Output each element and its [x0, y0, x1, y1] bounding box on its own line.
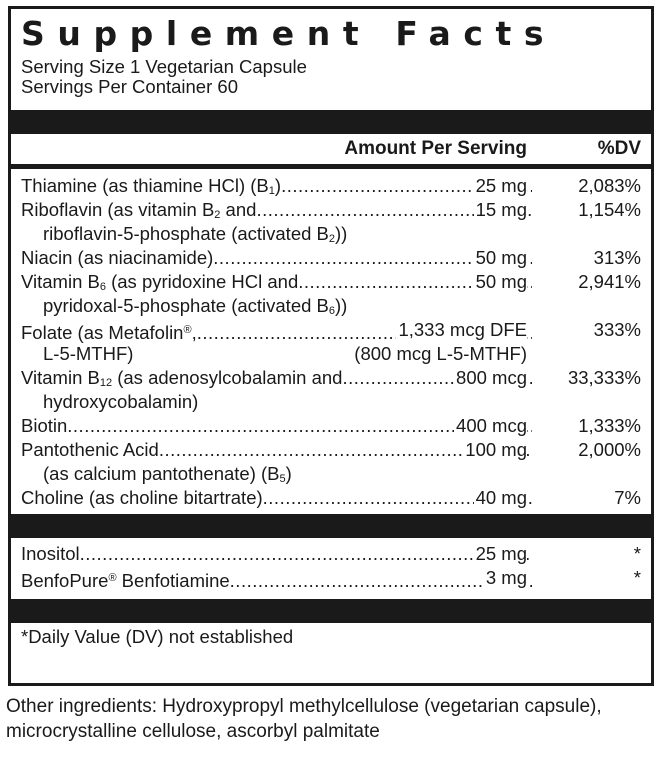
panel-title: Supplement Facts [21, 14, 557, 53]
nutrient-row [21, 246, 641, 270]
servings-per-container: Servings Per Container 60 [21, 76, 238, 97]
subscript: 2 [214, 209, 221, 221]
supplement-facts-panel [8, 6, 654, 686]
dv-header: %DV [597, 138, 641, 159]
nutrient-row-continued [21, 222, 641, 246]
nutrient-dv: 2,000% [578, 439, 641, 460]
other-ingredients: Other ingredients: Hydroxypropyl methylcellulose (vegetarian capsule), microcrystalline cellulose, ascorbyl palmitate [6, 696, 602, 742]
nutrient-row-continued [21, 342, 641, 366]
nutrient-row-continued [21, 390, 641, 414]
nutrient-row [21, 318, 641, 342]
nutrient-dv: * [633, 567, 641, 588]
nutrient-name-continued: pyridoxal-5-phosphate (activated $B_6$)) [43, 295, 348, 317]
nutrient-name: Inositol ..... [21, 542, 532, 566]
subscript: 2 [328, 233, 336, 245]
nutrient-dv: 1,333% [578, 415, 641, 436]
nutrient-row-continued [21, 462, 641, 486]
superscript: ® [183, 324, 192, 336]
nutrient-row [21, 566, 641, 590]
nutrient-dv: 1,154% [578, 199, 641, 220]
divider-bar [11, 514, 651, 538]
nutrient-row-continued [21, 294, 641, 318]
nutrient-name: Vitamin $B_{12}$ (as adenosylcobalamin and ..... [21, 366, 532, 395]
nutrient-row [21, 542, 641, 566]
nutrient-name: Thiamine (as thiamine HCl) $(B_1)$ ..... [21, 174, 532, 203]
nutrient-amount-detail: (800 mcg L-5-MTHF) [354, 343, 527, 364]
nutrient-row [21, 486, 641, 510]
nutrient-name: Folate (as Metafolin®, ..... [21, 318, 532, 345]
nutrient-amount: 3 mg [485, 567, 527, 588]
nutrient-amount: 25 mg [475, 175, 527, 196]
nutrient-row [21, 174, 641, 198]
divider-bar [11, 599, 651, 623]
nutrient-name: Biotin ..... [21, 414, 532, 438]
nutrient-dv: 333% [593, 319, 641, 340]
subscript: 6 [328, 305, 336, 317]
nutrient-name: Pantothenic Acid ..... [21, 438, 532, 462]
nutrient-row [21, 270, 641, 294]
nutrient-row [21, 198, 641, 222]
nutrient-dv: 2,083% [578, 175, 641, 196]
nutrient-amount: 800 mcg [456, 367, 527, 388]
nutrient-name-continued: riboflavin-5-phosphate (activated $B_2$)) [43, 223, 348, 245]
serving-info [21, 57, 641, 97]
nutrient-dv: 7% [614, 487, 641, 508]
subscript: 5 [279, 473, 286, 485]
nutrient-dv: 33,333% [567, 367, 641, 388]
column-header [21, 134, 641, 164]
nutrient-row [21, 438, 641, 462]
subscript: 12 [99, 377, 113, 389]
nutrient-amount: 25 mg [475, 543, 527, 564]
nutrient-amount: 50 mg [475, 271, 527, 292]
nutrient-dv: 313% [593, 247, 641, 268]
nutrient-name: BenfoPure® Benfotiamine ..... [21, 566, 532, 593]
nutrient-amount: 40 mg [475, 487, 527, 508]
nutrient-name: Niacin (as niacinamide) ..... [21, 246, 532, 270]
nutrient-amount: 100 mg [465, 439, 527, 460]
other-list [21, 538, 641, 590]
nutrient-amount: 1,333 mcg DFE [398, 319, 527, 340]
subscript: 1 [268, 185, 275, 197]
nutrient-dv: * [633, 543, 641, 564]
nutrient-name: Choline (as choline bitartrate) ..... [21, 486, 532, 510]
nutrient-name: Vitamin $B_6$ (as pyridoxine HCl and ..... [21, 270, 532, 299]
nutrient-amount: 400 mcg [456, 415, 527, 436]
amount-header: Amount Per Serving [344, 138, 527, 159]
footnote: *Daily Value (DV) not established [21, 626, 294, 647]
serving-size: Serving Size 1 Vegetarian Capsule [21, 56, 307, 77]
nutrient-dv: 2,941% [578, 271, 641, 292]
nutrient-name-continued: L-5-MTHF) [43, 343, 134, 364]
nutrient-name-continued: (as calcium pantothenate) $(B_5)$ [43, 463, 292, 485]
nutrient-row [21, 366, 641, 390]
subscript: 6 [99, 281, 106, 293]
nutrient-name: Riboflavin (as vitamin $B_2$ and ..... [21, 198, 532, 227]
nutrient-amount: 50 mg [475, 247, 527, 268]
superscript: ® [108, 572, 117, 584]
nutrient-amount: 15 mg [475, 199, 527, 220]
nutrient-name-continued: hydroxycobalamin) [43, 391, 199, 412]
divider-bar [11, 110, 651, 134]
nutrient-row [21, 414, 641, 438]
nutrient-list [21, 169, 641, 510]
